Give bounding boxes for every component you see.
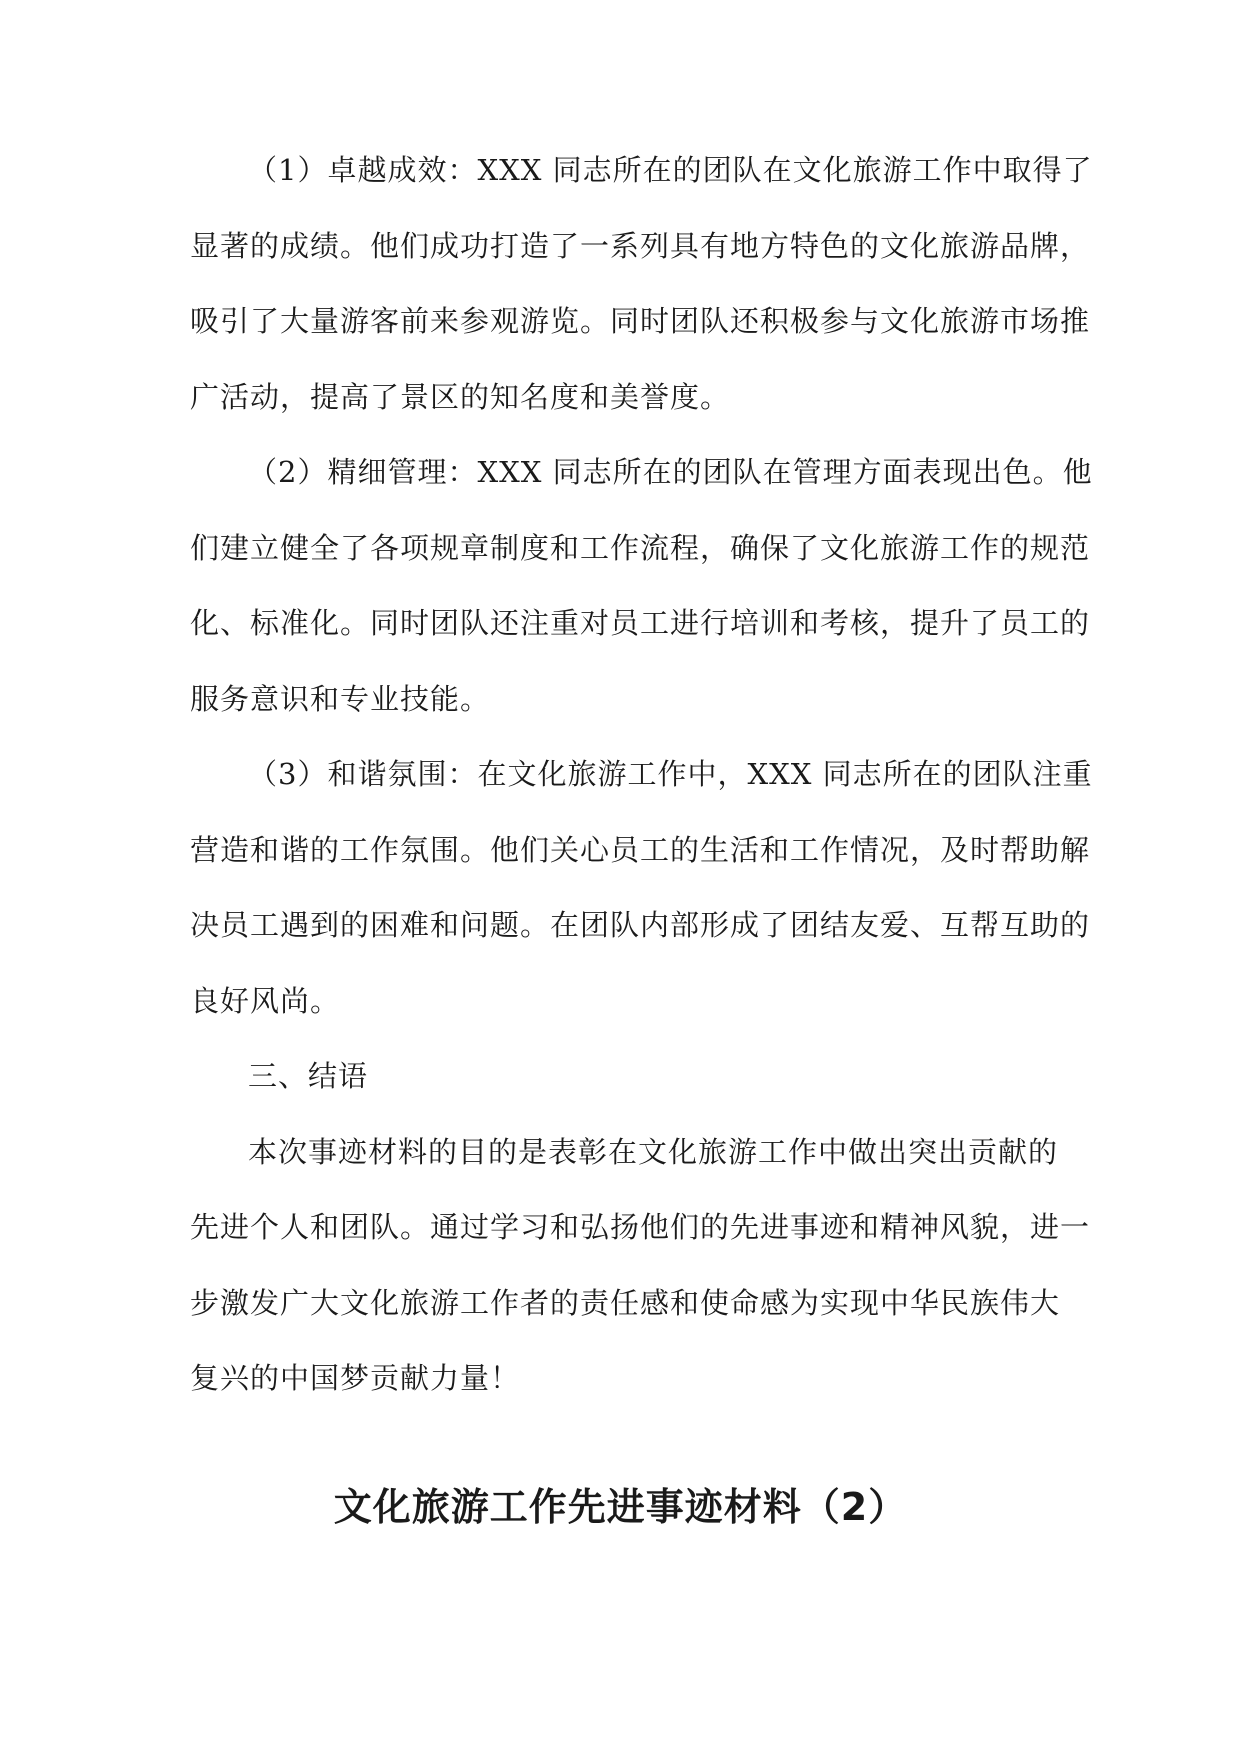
conclusion-line-4: 复兴的中国梦贡献力量！ bbox=[190, 1361, 521, 1395]
item-3-line-4: 良好风尚。 bbox=[190, 984, 341, 1018]
conclusion-line-3: 步激发广大文化旅游工作者的责任感和使命感为实现中华民族伟大 bbox=[190, 1286, 1061, 1320]
document-title: 文化旅游工作先进事迹材料（2） bbox=[333, 1485, 908, 1529]
item-2-line-1: （2）精细管理：XXX 同志所在的团队在管理方面表现出色。他 bbox=[248, 455, 1093, 489]
item-2-line-2: 们建立健全了各项规章制度和工作流程，确保了文化旅游工作的规范 bbox=[190, 531, 1091, 565]
item-1-line-4: 广活动，提高了景区的知名度和美誉度。 bbox=[190, 380, 731, 414]
item-1-line-2: 显著的成绩。他们成功打造了一系列具有地方特色的文化旅游品牌， bbox=[190, 229, 1091, 263]
item-3-line-1: （3）和谐氛围：在文化旅游工作中，XXX 同志所在的团队注重 bbox=[248, 757, 1093, 791]
conclusion-line-2: 先进个人和团队。通过学习和弘扬他们的先进事迹和精神风貌，进一 bbox=[190, 1210, 1091, 1244]
item-3-line-2: 营造和谐的工作氛围。他们关心员工的生活和工作情况，及时帮助解 bbox=[190, 833, 1091, 867]
item-1-line-1: （1）卓越成效：XXX 同志所在的团队在文化旅游工作中取得了 bbox=[248, 153, 1093, 187]
section-heading: 三、结语 bbox=[248, 1059, 369, 1093]
item-2-line-3: 化、标准化。同时团队还注重对员工进行培训和考核，提升了员工的 bbox=[190, 606, 1091, 640]
conclusion-line-1: 本次事迹材料的目的是表彰在文化旅游工作中做出突出贡献的 bbox=[248, 1135, 1059, 1169]
item-1-line-3: 吸引了大量游客前来参观游览。同时团队还积极参与文化旅游市场推 bbox=[190, 304, 1091, 338]
item-3-line-3: 决员工遇到的困难和问题。在团队内部形成了团结友爱、互帮互助的 bbox=[190, 908, 1091, 942]
item-2-line-4: 服务意识和专业技能。 bbox=[190, 682, 491, 716]
